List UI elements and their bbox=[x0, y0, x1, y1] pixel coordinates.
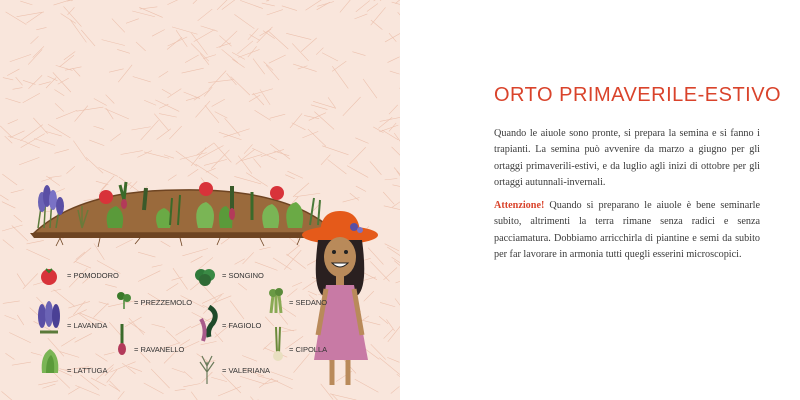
legend-label-valeriana: = VALERIANA bbox=[222, 366, 271, 375]
garden-bed bbox=[20, 170, 340, 250]
legend-label-ravanello: = RAVANELLO bbox=[134, 345, 185, 354]
text-page bbox=[400, 0, 800, 400]
celery-icon bbox=[265, 285, 287, 315]
lavender-icon bbox=[32, 300, 66, 334]
attention-paragraph bbox=[494, 198, 760, 263]
lettuce-icon bbox=[38, 345, 62, 375]
tomato-icon bbox=[38, 265, 60, 287]
radish-icon bbox=[113, 322, 131, 358]
bean-icon bbox=[195, 305, 223, 345]
valerian-icon bbox=[196, 352, 218, 386]
page-title: ORTO PRIMAVERILE-ESTIVO bbox=[494, 84, 782, 106]
legend-label-prezzemolo: = PREZZEMOLO bbox=[134, 298, 193, 307]
parsley-icon bbox=[115, 290, 133, 310]
legend-label-lattuga: = LATTUGA bbox=[67, 366, 108, 375]
attention-label: Attenzione! bbox=[494, 200, 545, 211]
attention-text: Quando si preparano le aiuole è bene seminarle subito, altrimenti la terra rimane senza radici e senza pacciamatura. Dobbiamo arricchirla di piantine e semi da subito per far lavorare in armonia tutti quegli esserini microscopici. bbox=[494, 200, 760, 260]
legend-label-sedano: = SEDANO bbox=[289, 298, 328, 307]
legend-label-fagiolo: = FAGIOLO bbox=[222, 321, 262, 330]
legend-label-songino: = SONGINO bbox=[222, 271, 264, 280]
lambs-lettuce-icon bbox=[193, 265, 217, 287]
legend-label-lavanda: = LAVANDA bbox=[67, 321, 108, 330]
legend-label-pomodoro: = POMODORO bbox=[67, 271, 119, 280]
intro-paragraph: Quando le aiuole sono pronte, si prepara la semina e si fanno i trapianti. La semina può avvenire da marzo a giugno per gli ortaggi primaverili-estivi, e da luglio agli inizi di ottobre per gli ortaggi autunnali-invernali. bbox=[494, 128, 760, 188]
legend-label-cipolla: = CIPOLLA bbox=[289, 345, 328, 354]
onion-icon bbox=[268, 325, 288, 363]
